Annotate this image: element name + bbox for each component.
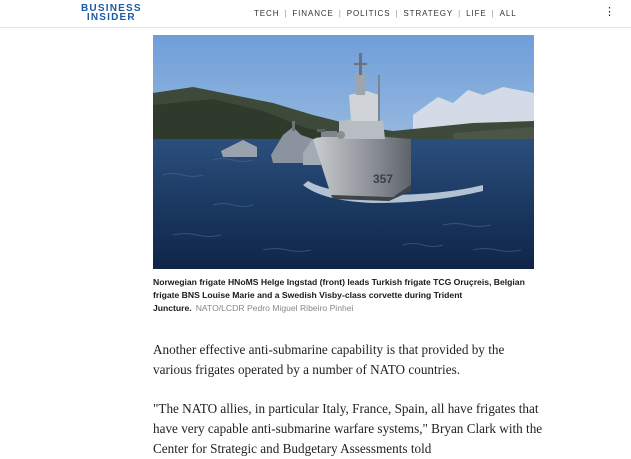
nav-life[interactable]: LIFE (466, 9, 487, 18)
article-paragraph: "The NATO allies, in particular Italy, France, Spain, all have frigates that have very capable anti-submarine warfare systems," Bryan Clark with the Center for Strategic and Budgetary Assessments told (153, 401, 543, 456)
nav-separator: | (491, 9, 495, 18)
photo-caption (153, 276, 538, 315)
far-ship-mast (292, 121, 295, 131)
nav-all[interactable]: ALL (499, 9, 517, 18)
header-divider (0, 27, 631, 28)
site-header (0, 0, 631, 27)
nav-finance[interactable]: FINANCE (292, 9, 334, 18)
nav-separator: | (458, 9, 462, 18)
hull-number: 357 (373, 172, 394, 186)
logo-line-1: BUSINESS (81, 3, 142, 14)
business-insider-logo[interactable] (81, 4, 142, 22)
caption-text: Norwegian frigate HNoMS Helge Ingstad (front) leads Turkish frigate TCG Oruçreis, Belgian frigate BNS Louise Marie and a Swedish Visby-class corvette during Trident Juncture. (153, 277, 525, 313)
photo-credit: NATO/LCDR Pedro Miguel Ribeiro Pinhei (195, 303, 354, 313)
nav-tech[interactable]: TECH (254, 9, 280, 18)
article-paragraph: Another effective anti-submarine capability is that provided by the various frigates operated by a number of NATO countries. (153, 342, 505, 377)
ellipsis-vertical-icon[interactable]: ⋮ (604, 6, 616, 18)
article-photo (153, 35, 534, 269)
nav-separator: | (284, 9, 288, 18)
top-nav (254, 9, 517, 18)
logo-line-2: INSIDER (86, 12, 136, 23)
nav-politics[interactable]: POLITICS (346, 9, 391, 18)
nav-separator: | (338, 9, 342, 18)
nav-separator: | (395, 9, 399, 18)
nav-strategy[interactable]: STRATEGY (403, 9, 454, 18)
